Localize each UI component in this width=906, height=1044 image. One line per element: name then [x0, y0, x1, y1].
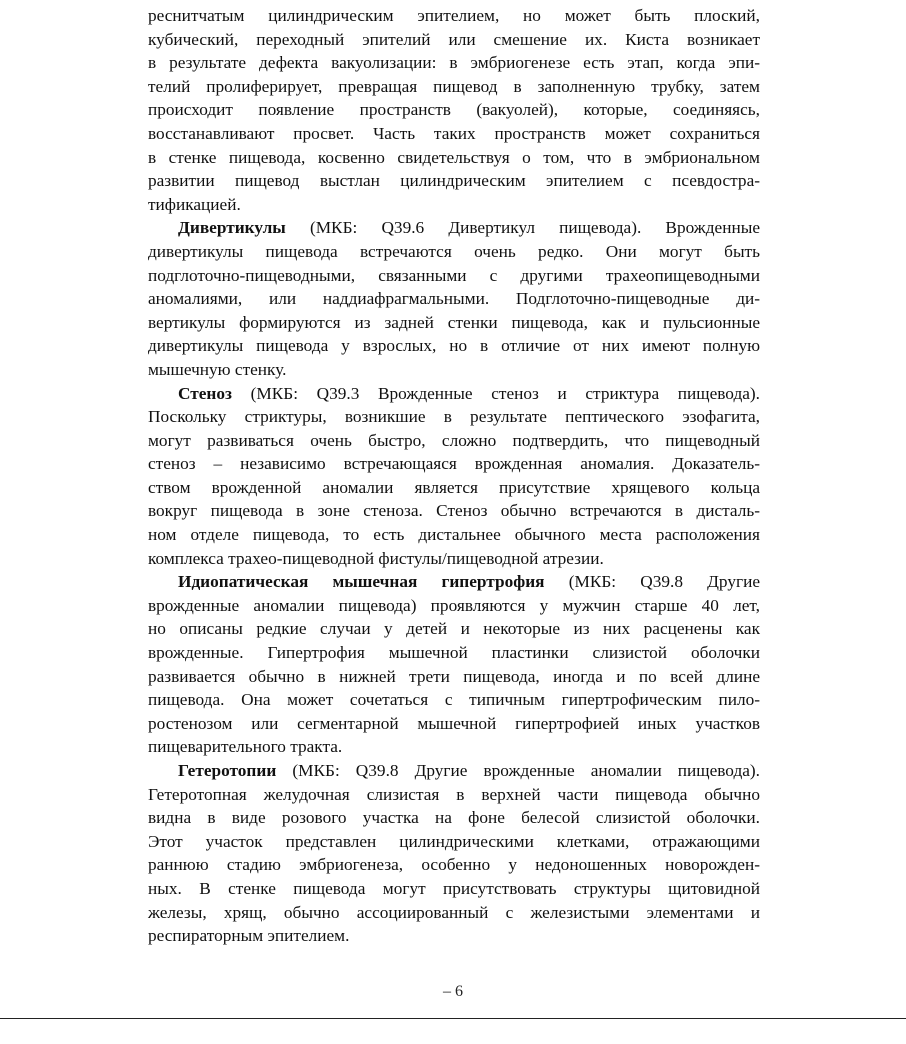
paragraph-idiopathic-hypertrophy [148, 570, 760, 759]
text-line: ростенозом или сегментарной мышечной гипертрофией иных участков [148, 713, 760, 733]
text-line: тификацией. [148, 194, 241, 214]
text-line: в стенке пищевода, косвенно свидетельствуя о том, что в эмбриональном [148, 147, 760, 167]
text-line: Гетеротопная желудочная слизистая в верхней части пищевода обычно [148, 784, 760, 804]
text-line: ном отделе пищевода, то есть дистальнее обычного места расположения [148, 525, 760, 545]
text-line: вокруг пищевода в зоне стеноза. Стеноз обычно встречаются в дисталь- [148, 501, 760, 521]
text-line: происходит появление пространств (вакуолей), которые, соединяясь, [148, 100, 760, 120]
text-line: видна в виде розового участка на фоне белесой слизистой оболочки. [148, 808, 760, 828]
text-line: респираторным эпителием. [148, 926, 350, 946]
text-line: пищевода. Она может сочетаться с типичным гипертрофическим пило- [148, 690, 760, 710]
term-diverticula: Дивертикулы [178, 218, 286, 238]
text-line [148, 216, 760, 240]
text-line: развивается обычно в нижней трети пищевода, иногда и по всей длине [148, 666, 760, 686]
text-line: пищеварительного тракта. [148, 737, 343, 757]
text-line: ством врожденной аномалии является присутствие хрящевого кольца [148, 477, 760, 497]
text-line: железы, хрящ, обычно ассоциированный с железистыми элементами и [148, 902, 760, 922]
text-line: аномалиями, или наддиафрагмальными. Подглоточно-пищеводные ди- [148, 289, 760, 309]
document-page [148, 4, 760, 948]
text-line: дивертикулы пищевода встречаются очень редко. Они могут быть [148, 241, 760, 261]
text-line: врожденные. Гипертрофия мышечной пластинки слизистой оболочки [148, 643, 760, 663]
text-line: раннюю стадию эмбриогенеза, особенно у недоношенных новорожден- [148, 855, 760, 875]
page-number: – 6 [443, 983, 463, 1000]
text-line: мышечную стенку. [148, 359, 287, 379]
text-line: ных. В стенке пищевода могут присутствовать структуры щитовидной [148, 878, 760, 898]
paragraph-stenosis [148, 382, 760, 571]
term-idiopathic-hypertrophy: Идиопатическая мышечная гипертрофия [178, 572, 545, 592]
text-line: в результате дефекта вакуолизации: в эмбриогенезе есть этап, когда эпи- [148, 53, 760, 73]
text-line: дивертикулы пищевода у взрослых, но в отличие от них имеют полную [148, 336, 760, 356]
text-line: врожденные аномалии пищевода) проявляются у мужчин старше 40 лет, [148, 595, 760, 615]
text-line: кубический, переходный эпителий или смешение их. Киста возникает [148, 29, 760, 49]
text-line [148, 382, 760, 406]
text-segment: (МКБ: Q39.6 Дивертикул пищевода). Врожденные [285, 218, 760, 238]
text-segment: (МКБ: Q39.8 Другие [544, 572, 760, 592]
page-bottom-divider [0, 1018, 906, 1019]
paragraph-heterotopia [148, 759, 760, 948]
text-line: вертикулы формируются из задней стенки пищевода, как и пульсионные [148, 312, 760, 332]
term-heterotopia: Гетеротопии [178, 761, 277, 780]
text-line: Поскольку стриктуры, возникшие в результате пептического эзофагита, [148, 407, 760, 427]
text-segment: (МКБ: Q39.8 Другие врожденные аномалии пищевода). [276, 761, 760, 780]
text-line: комплекса трахео-пищеводной фистулы/пищеводной атрезии. [148, 548, 604, 568]
text-line: телий пролиферирует, превращая пищевод в заполненную трубку, затем [148, 76, 760, 96]
text-line [148, 759, 760, 783]
text-line: подглоточно-пищеводными, связанными с другими трахеопищеводными [148, 265, 760, 285]
text-line: восстанавливают просвет. Часть таких пространств может сохраниться [148, 123, 760, 143]
text-line: стеноз – независимо встречающаяся врожденная аномалия. Доказатель- [148, 454, 760, 474]
text-line: Этот участок представлен цилиндрическими клетками, отражающими [148, 831, 760, 851]
text-line [148, 570, 760, 594]
paragraph-cyst-continuation [148, 4, 760, 216]
text-segment: (МКБ: Q39.3 Врожденные стеноз и стриктура пищевода). [231, 383, 760, 403]
text-line: но описаны редкие случаи у детей и некоторые из них расценены как [148, 619, 760, 639]
term-stenosis: Стеноз [178, 383, 232, 403]
text-line: могут развиваться очень быстро, сложно подтвердить, что пищеводный [148, 430, 760, 450]
paragraph-diverticula [148, 216, 760, 381]
text-line: реснитчатым цилиндрическим эпителием, но может быть плоский, [148, 6, 760, 25]
text-line: развитии пищевод выстлан цилиндрическим эпителием с псевдостра- [148, 171, 760, 191]
